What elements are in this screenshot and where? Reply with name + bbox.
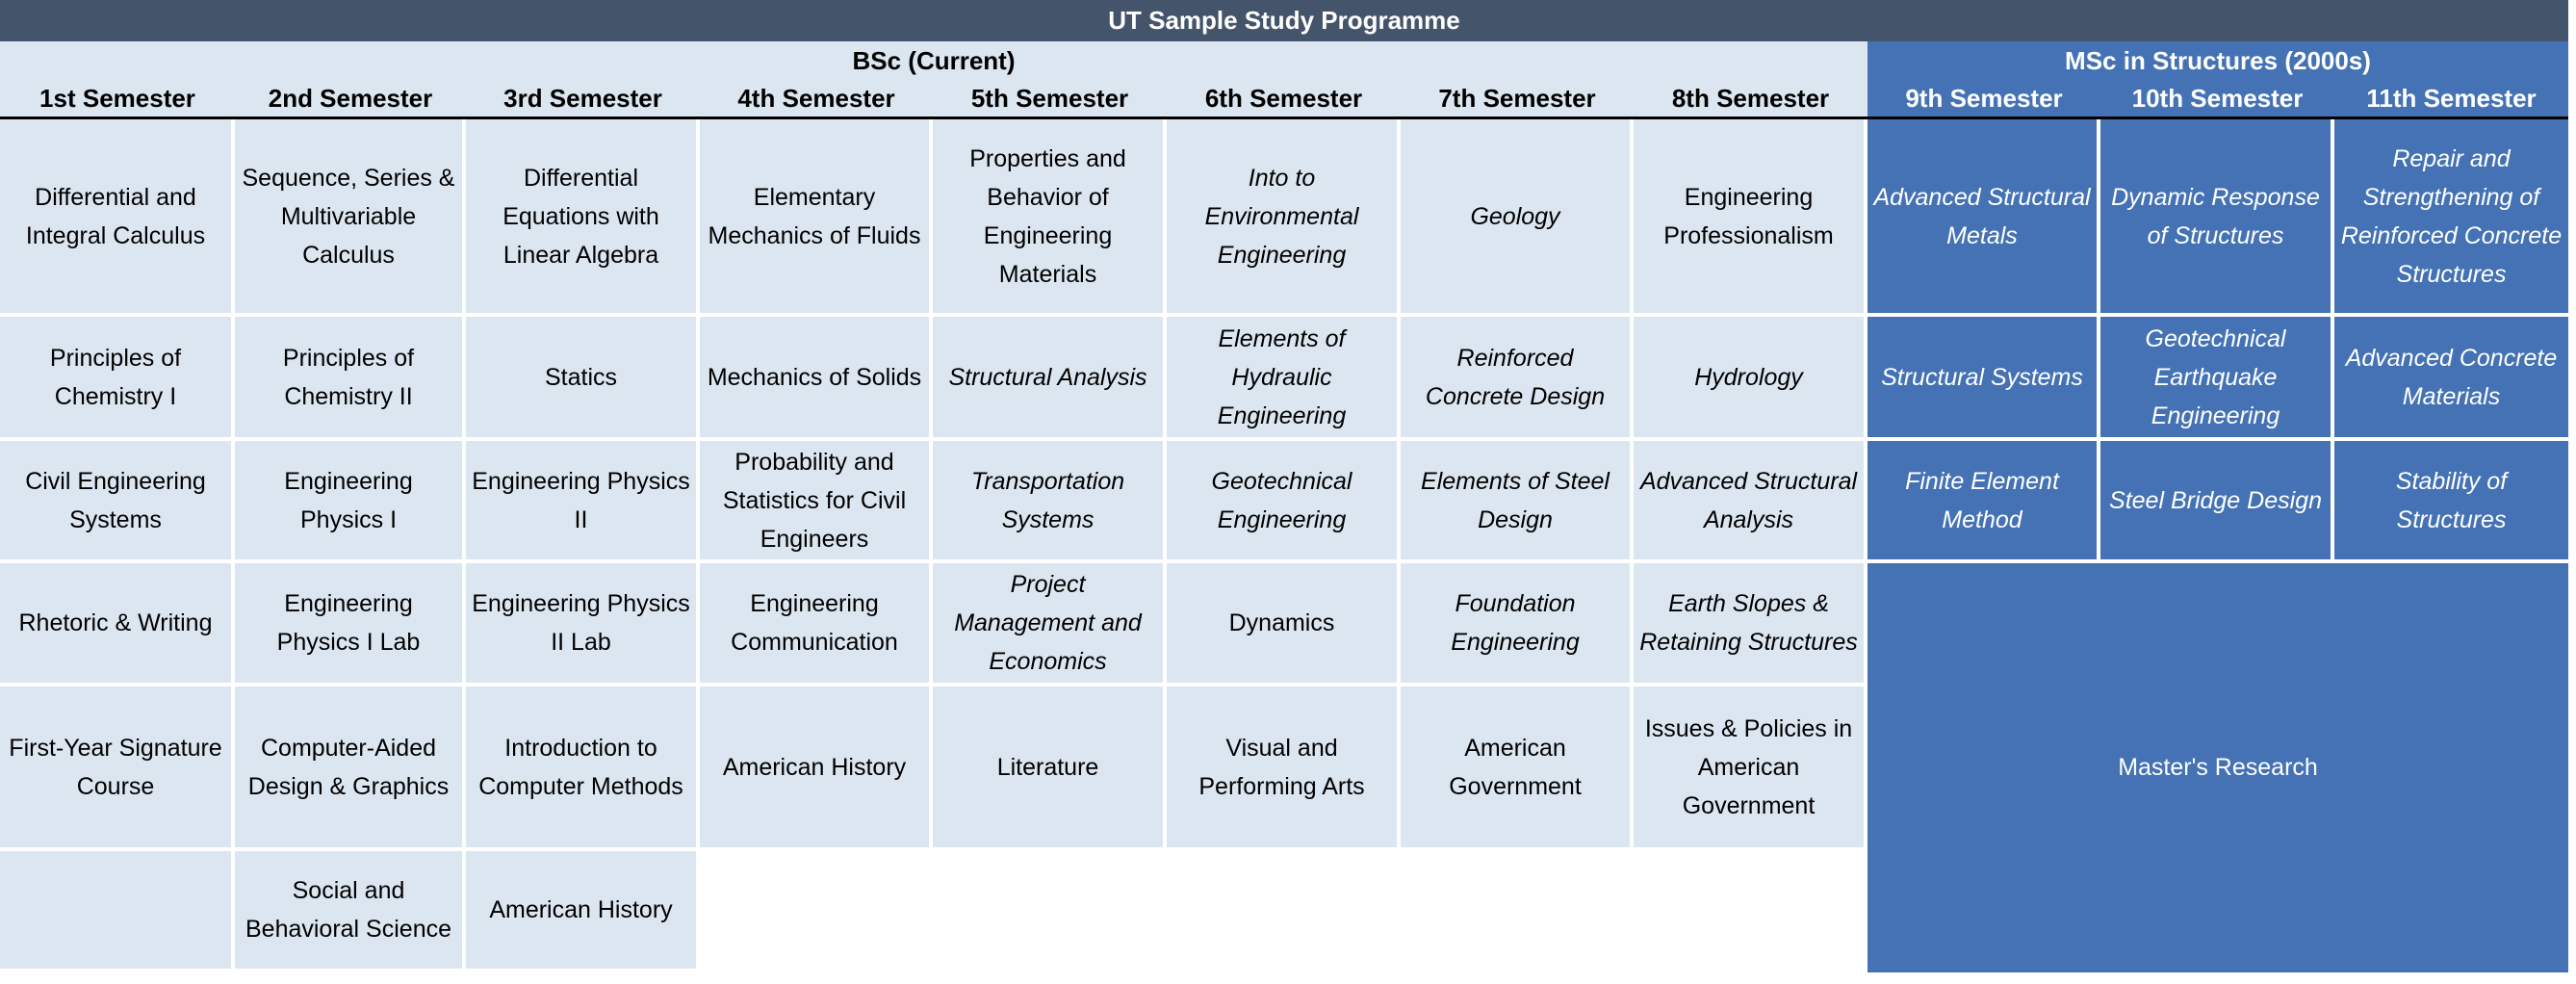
course-cell: Engineering Physics II (466, 441, 700, 563)
course-cell: Finite Element Method (1868, 441, 2100, 563)
table-title: UT Sample Study Programme (0, 0, 2568, 41)
course-cell: Stability of Structures (2334, 441, 2568, 563)
course-cell: Into to Environmental Engineering (1167, 119, 1401, 317)
blank-area (700, 851, 1868, 972)
course-cell: Geotechnical Earthquake Engineering (2100, 317, 2334, 441)
semester-header-9: 9th Semester (1868, 80, 2100, 119)
course-cell: Geotechnical Engineering (1167, 441, 1401, 563)
course-cell: American History (466, 851, 700, 972)
course-cell: Literature (933, 686, 1167, 851)
course-cell: Engineering Physics I Lab (235, 563, 466, 686)
semester-header-2: 2nd Semester (235, 80, 466, 119)
course-cell: Properties and Behavior of Engineering Materials (933, 119, 1167, 317)
course-cell: American History (700, 686, 933, 851)
course-cell: Steel Bridge Design (2100, 441, 2334, 563)
course-cell: First-Year Signature Course (0, 686, 235, 851)
semester-header-5: 5th Semester (933, 80, 1167, 119)
course-cell: Geology (1401, 119, 1634, 317)
course-cell: Computer-Aided Design & Graphics (235, 686, 466, 851)
course-cell: Reinforced Concrete Design (1401, 317, 1634, 441)
course-cell: Principles of Chemistry II (235, 317, 466, 441)
course-cell: Engineering Physics II Lab (466, 563, 700, 686)
course-cell: Dynamics (1167, 563, 1401, 686)
course-cell: Foundation Engineering (1401, 563, 1634, 686)
course-cell: Differential and Integral Calculus (0, 119, 235, 317)
course-cell: Mechanics of Solids (700, 317, 933, 441)
course-cell: Statics (466, 317, 700, 441)
course-cell: Probability and Statistics for Civil Engineers (700, 441, 933, 563)
course-cell: Earth Slopes & Retaining Structures (1634, 563, 1868, 686)
masters-research-block: Master's Research (1868, 563, 2568, 972)
course-cell: Hydrology (1634, 317, 1868, 441)
course-cell: Differential Equations with Linear Algebra (466, 119, 700, 317)
course-cell: Principles of Chemistry I (0, 317, 235, 441)
bsc-group-header: BSc (Current) (0, 41, 1868, 80)
course-cell: Issues & Policies in American Government (1634, 686, 1868, 851)
course-cell: Advanced Structural Metals (1868, 119, 2100, 317)
empty-course-cell (0, 851, 235, 972)
course-cell: Civil Engineering Systems (0, 441, 235, 563)
course-cell: Visual and Performing Arts (1167, 686, 1401, 851)
course-cell: Structural Systems (1868, 317, 2100, 441)
course-cell: Transportation Systems (933, 441, 1167, 563)
course-cell: Elements of Hydraulic Engineering (1167, 317, 1401, 441)
course-cell: Dynamic Response of Structures (2100, 119, 2334, 317)
semester-header-8: 8th Semester (1634, 80, 1868, 119)
semester-header-7: 7th Semester (1401, 80, 1634, 119)
course-cell: Project Management and Economics (933, 563, 1167, 686)
course-cell: Structural Analysis (933, 317, 1167, 441)
course-cell: Elementary Mechanics of Fluids (700, 119, 933, 317)
course-cell: Engineering Professionalism (1634, 119, 1868, 317)
course-cell: Repair and Strengthening of Reinforced Concrete Structures (2334, 119, 2568, 317)
course-cell: American Government (1401, 686, 1634, 851)
course-cell: Social and Behavioral Science (235, 851, 466, 972)
course-cell: Introduction to Computer Methods (466, 686, 700, 851)
semester-header-3: 3rd Semester (466, 80, 700, 119)
course-cell: Engineering Physics I (235, 441, 466, 563)
semester-header-6: 6th Semester (1167, 80, 1401, 119)
course-cell: Elements of Steel Design (1401, 441, 1634, 563)
course-cell: Advanced Structural Analysis (1634, 441, 1868, 563)
semester-header-1: 1st Semester (0, 80, 235, 119)
msc-group-header: MSc in Structures (2000s) (1868, 41, 2568, 80)
course-cell: Sequence, Series & Multivariable Calculus (235, 119, 466, 317)
course-cell: Rhetoric & Writing (0, 563, 235, 686)
course-cell: Engineering Communication (700, 563, 933, 686)
semester-header-4: 4th Semester (700, 80, 933, 119)
semester-header-11: 11th Semester (2334, 80, 2568, 119)
semester-header-10: 10th Semester (2100, 80, 2334, 119)
course-cell: Advanced Concrete Materials (2334, 317, 2568, 441)
